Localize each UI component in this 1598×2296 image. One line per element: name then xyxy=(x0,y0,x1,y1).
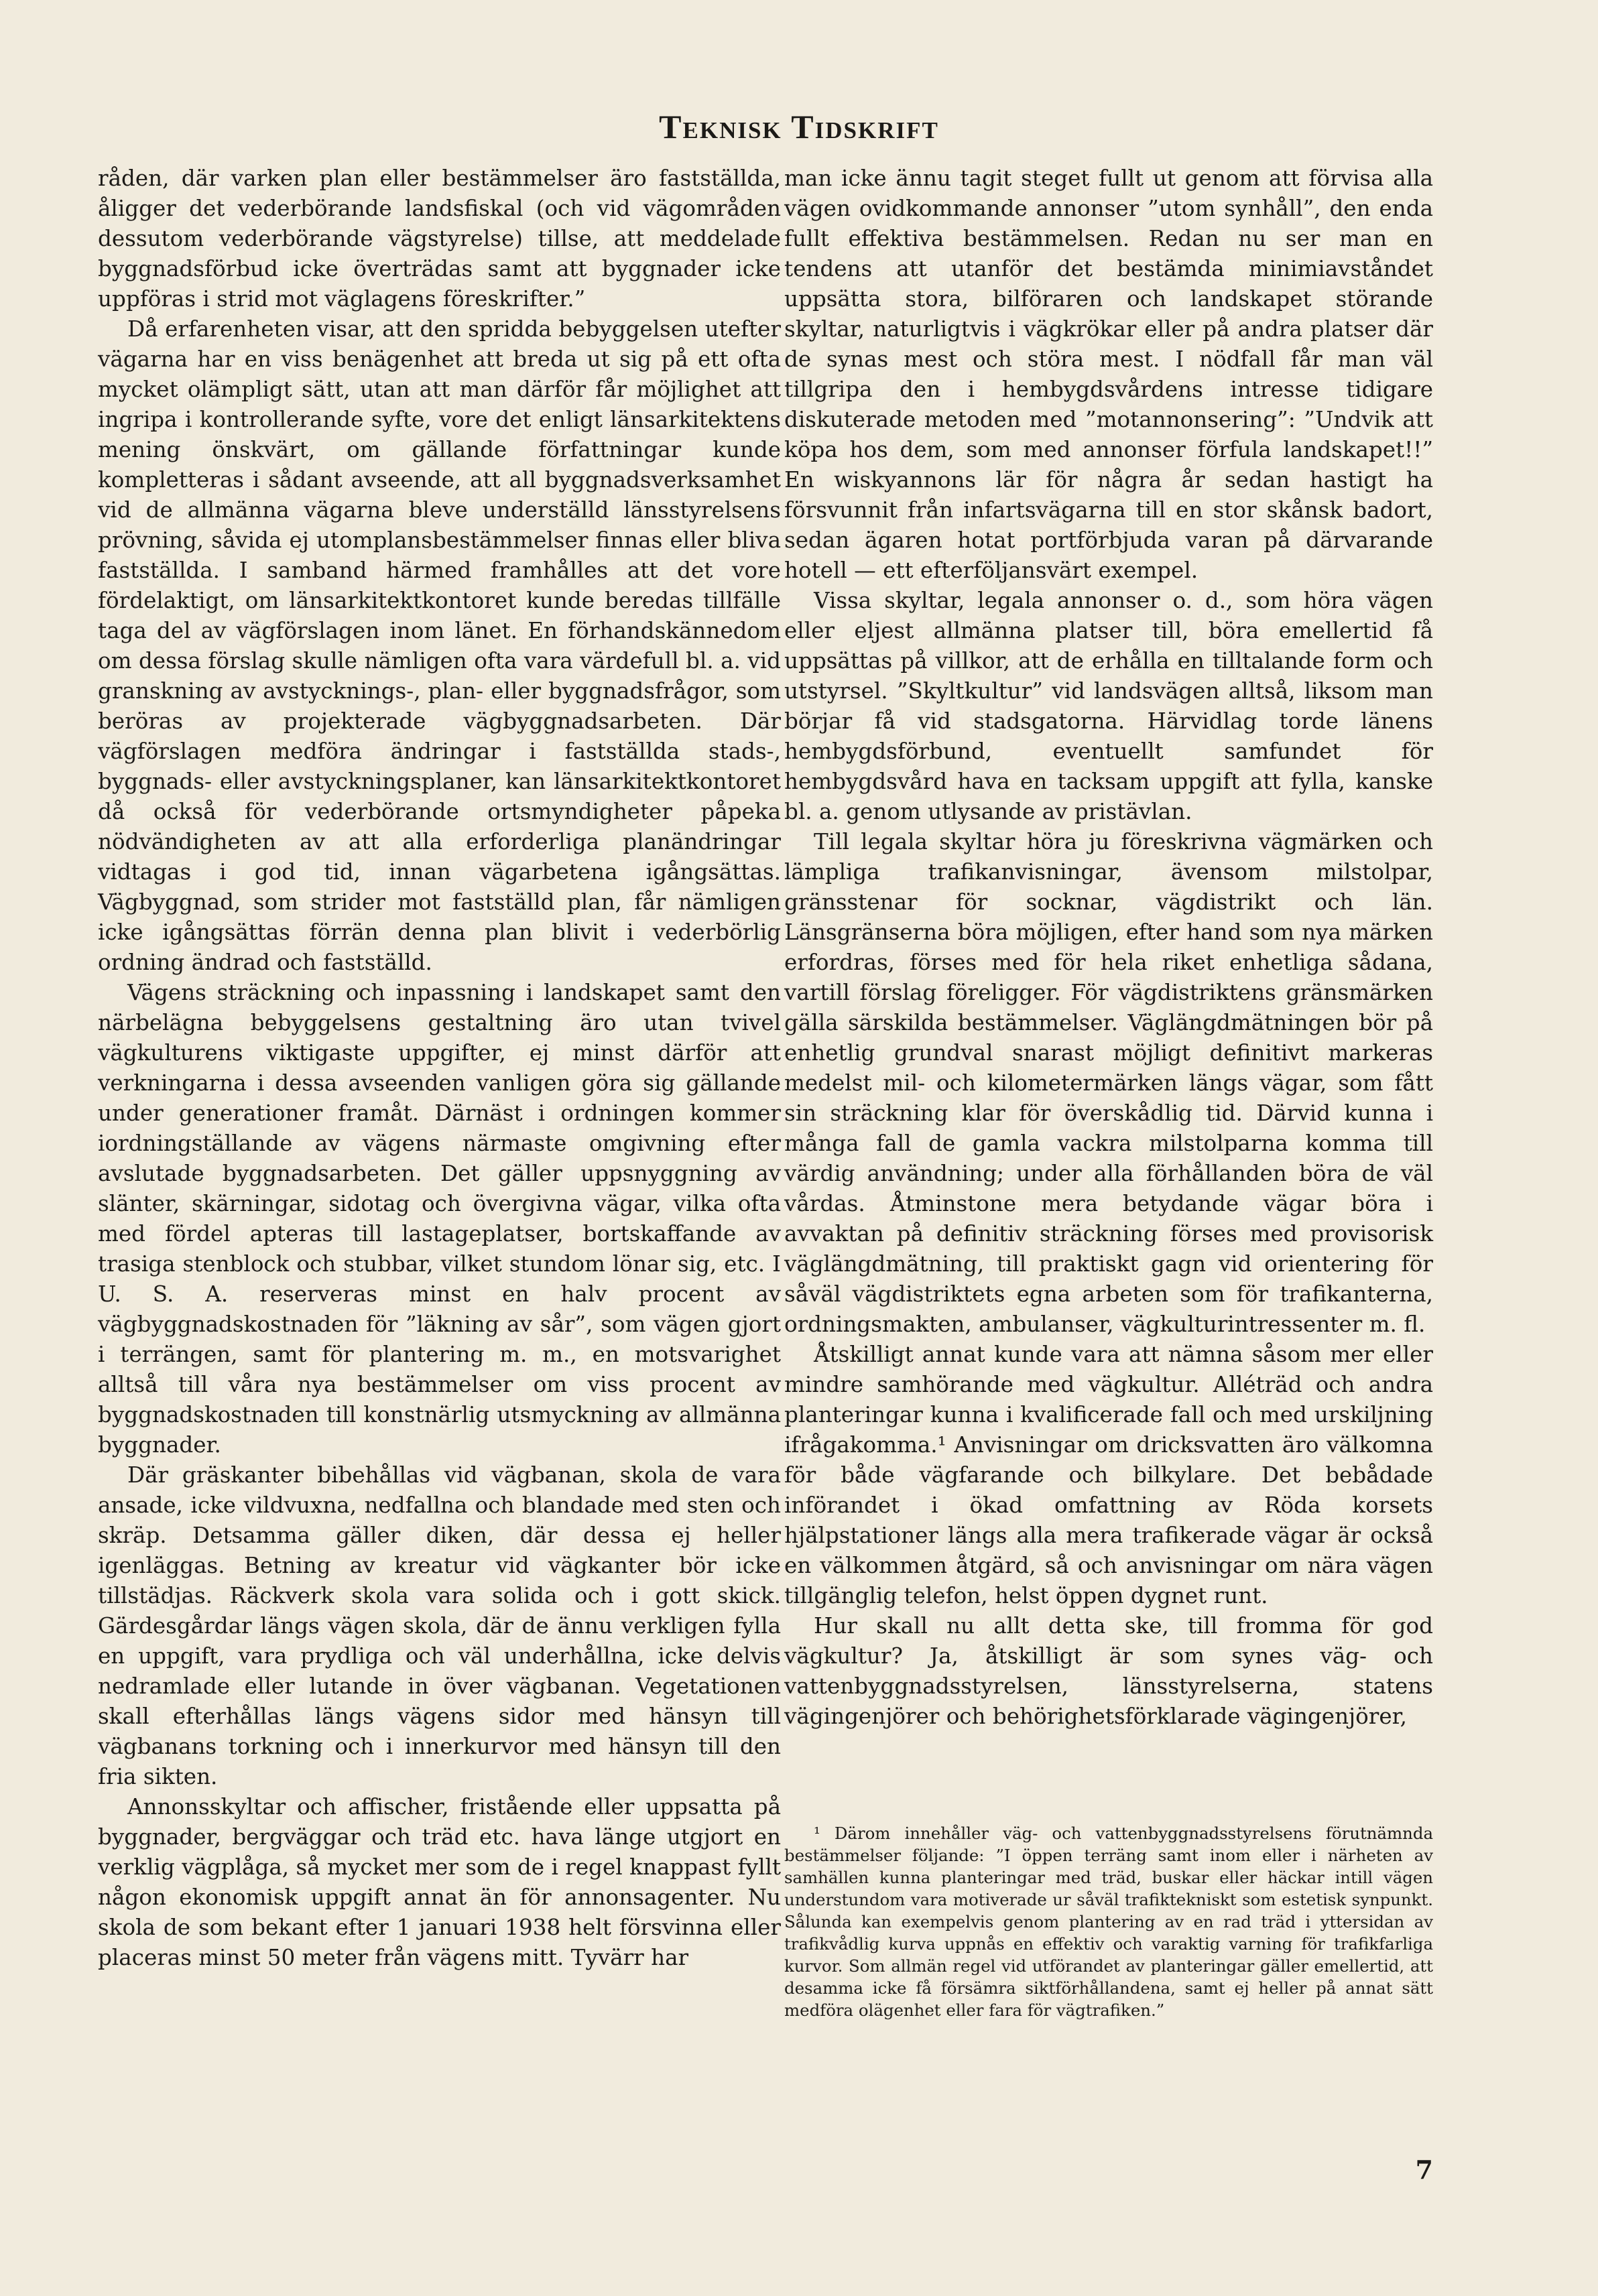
paragraph: Vägens sträckning och inpassning i landskapet samt den närbelägna bebyggelsens gestaltning äro utan tvivel vägkulturens viktigaste uppgifter, ej minst därför att verkningarna i dessa avseenden vanligen göra sig gällande under generationer framåt. Därnäst i ordningen kommer iordningställande av vägens närmaste omgivning efter avslutade byggnadsarbeten. Det gäller uppsnyggning av slänter, skärningar, sidotag och övergivna vägar, vilka ofta med fördel apteras till lastageplatser, bortskaffande av trasiga stenblock och stubbar, vilket stundom lönar sig, etc. I U. S. A. reserveras minst en halv procent av vägbyggnadskostnaden för ”läkning av sår”, som vägen gjort i terrängen, samt för plantering m. m., en motsvarighet alltså till våra nya bestämmelser om viss procent av byggnadskostnaden till konstnärlig utsmyckning av allmänna byggnader. xyxy=(98,980,781,1458)
journal-masthead: Teknisk Tidskrift xyxy=(659,108,939,145)
paragraph: Vissa skyltar, legala annonser o. d., som höra vägen eller eljest allmänna platser till, böra emellertid få uppsättas på villkor, att de erhålla en tilltalande form och utstyrsel. ”Skyltkultur” vid landsvägen alltså, liksom man börjar få vid stadsgatorna. Härvidlag torde länens hembygdsförbund, eventuellt samfundet för hembygdsvård hava en tacksam uppgift att fylla, kanske bl. a. genom utlysande av pristävlan. xyxy=(784,588,1433,824)
paragraph: Där gräskanter bibehållas vid vägbanan, skola de vara ansade, icke vildvuxna, nedfallna och blandade med sten och skräp. Detsamma gäller diken, där dessa ej heller igenläggas. Betning av kreatur vid vägkanter bör icke tillstädjas. Räckverk skola vara solida och i gott skick. Gärdesgårdar längs vägen skola, där de ännu verkligen fylla en uppgift, vara prydliga och väl underhållna, icke delvis nedramlade eller lutande in över vägbanan. Vegetationen skall efterhållas längs vägens sidor med hänsyn till vägbanans torkning och i innerkurvor med hänsyn till den fria sikten. xyxy=(98,1462,781,1789)
paragraph: Till legala skyltar höra ju föreskrivna vägmärken och lämpliga trafikanvisningar, ävensom milstolpar, gränsstenar för socknar, vägdistrikt och län. Länsgränserna böra möjligen, efter hand som nya märken erfordras, förses med för hela riket enhetliga sådana, vartill förslag föreligger. För vägdistriktens gränsmärken gälla särskilda bestämmelser. Väglängdmätningen bör på enhetlig grundval snarast möjligt definitivt markeras medelst mil- och kilometermärken längs vägar, som fått sin sträckning klar för överskådlig tid. Därvid kunna i många fall de gamla vackra milstolparna komma till värdig användning; under alla förhållanden böra de väl vårdas. Åtminstone mera betydande vägar böra i avvaktan på definitiv sträckning förses med provisorisk väglängdmätning, till praktiskt gagn vid orientering för såväl vägdistriktets egna arbeten som för trafikanterna, ordningsmakten, ambulanser, vägkulturintressenter m. fl. xyxy=(784,829,1433,1337)
right-column xyxy=(784,164,1433,1732)
paragraph: Annonsskyltar och affischer, fristående eller uppsatta på byggnader, bergväggar och träd etc. hava länge utgjort en verklig vägplåga, så mycket mer som de i regel knappast fyllt någon ekonomisk uppgift annat än för annonsagenter. Nu skola de som bekant efter 1 januari 1938 helt försvinna eller placeras minst 50 meter från vägens mitt. Tyvärr har xyxy=(98,1794,781,1970)
footnote: ¹ Därom innehåller väg- och vattenbyggnadsstyrelsens förutnämnda bestämmelser följande: ”I öppen terräng samt inom eller i närheten av samhällen kunna planteringar med träd, buskar eller häckar intill vägen understundom vara motiverade ur såväl trafiktekniskt som estetisk synpunkt. Sålunda kan exempelvis genom plantering av en rad träd i yttersidan av trafikvådlig kurva uppnås en effektiv och varaktig varning för trafikfarliga kurvor. Som allmän regel vid utförandet av planteringar gäller emellertid, att desamma icke få försämra siktförhållandena, samt ej heller på annat sätt medföra olägenhet eller fara för vägtrafiken.” xyxy=(784,1824,1433,2020)
paragraph: Hur skall nu allt detta ske, till fromma för god vägkultur? Ja, åtskilligt är som synes väg- och vattenbyggnadsstyrelsen, länsstyrelserna, statens vägingenjörer och behörighetsförklarade vägingenjörer, xyxy=(784,1613,1433,1729)
paragraph: Då erfarenheten visar, att den spridda bebyggelsen utefter vägarna har en viss benägenhet att breda ut sig på ett ofta mycket olämpligt sätt, utan att man därför får möjlighet att ingripa i kontrollerande syfte, vore det enligt länsarkitektens mening önskvärt, om gällande författningar kunde kompletteras i sådant avseende, att all byggnadsverksamhet vid de allmänna vägarna bleve underställd länsstyrelsens prövning, såvida ej utomplansbestämmelser finnas eller bliva fastställda. I samband härmed framhålles att det vore fördelaktigt, om länsarkitektkontoret kunde beredas tillfälle taga del av vägförslagen inom länet. En förhandskännedom om dessa förslag skulle nämligen ofta vara värdefull bl. a. vid granskning av avstycknings-, plan- eller byggnadsfrågor, som beröras av projekterade vägbyggnadsarbeten. Där vägförslagen medföra ändringar i fastställda stads-, byggnads- eller avstyckningsplaner, kan länsarkitektkontoret då också för vederbörande ortsmyndigheter påpeka nödvändigheten av att alla erforderliga planändringar vidtagas i god tid, innan vägarbetena igångsättas. Vägbyggnad, som strider mot fastställd plan, får nämligen icke igångsättas förrän denna plan blivit i vederbörlig ordning ändrad och fastställd. xyxy=(98,316,781,975)
paragraph: Åtskilligt annat kunde vara att nämna såsom mer eller mindre samhörande med vägkultur. Alléträd och andra planteringar kunna i kvalificerade fall och med urskiljning ifrågakomma.¹ Anvisningar om dricksvatten äro välkomna för både vägfarande och bilkylare. Det bebådade införandet i ökad omfattning av Röda korsets hjälpstationer längs alla mera trafikerade vägar är också en välkommen åtgärd, så och anvisningar om nära vägen tillgänglig telefon, helst öppen dygnet runt. xyxy=(784,1342,1433,1608)
footnote-block xyxy=(784,1822,1433,2021)
left-column xyxy=(98,164,781,1973)
paragraph: råden, där varken plan eller bestämmelser äro fastställda, åligger det vederbörande landsfiskal (och vid vägområden dessutom vederbörande vägstyrelse) tillse, att meddelade byggnadsförbud icke överträdas samt att byggnader icke uppföras i strid mot väglagens föreskrifter.” xyxy=(98,166,781,312)
page-number: 7 xyxy=(1415,2155,1433,2185)
paragraph: man icke ännu tagit steget fullt ut genom att förvisa alla vägen ovidkommande annonser ”utom synhåll”, den enda fullt effektiva bestämmelsen. Redan nu ser man en tendens att utanför det bestämda minimiavståndet uppsätta stora, bilföraren och landskapet störande skyltar, naturligtvis i vägkrökar eller på andra platser där de synas mest och störa mest. I nödfall får man väl tillgripa den i hembygdsvårdens intresse tidigare diskuterade metoden med ”motannonsering”: ”Undvik att köpa hos dem, som med annonser förfula landskapet!!” En wiskyannons lär för några år sedan hastigt ha försvunnit från infartsvägarna till en stor skånsk badort, sedan ägaren hotat portförbjuda varan på därvarande hotell — ett efterföljansvärt exempel. xyxy=(784,166,1433,583)
